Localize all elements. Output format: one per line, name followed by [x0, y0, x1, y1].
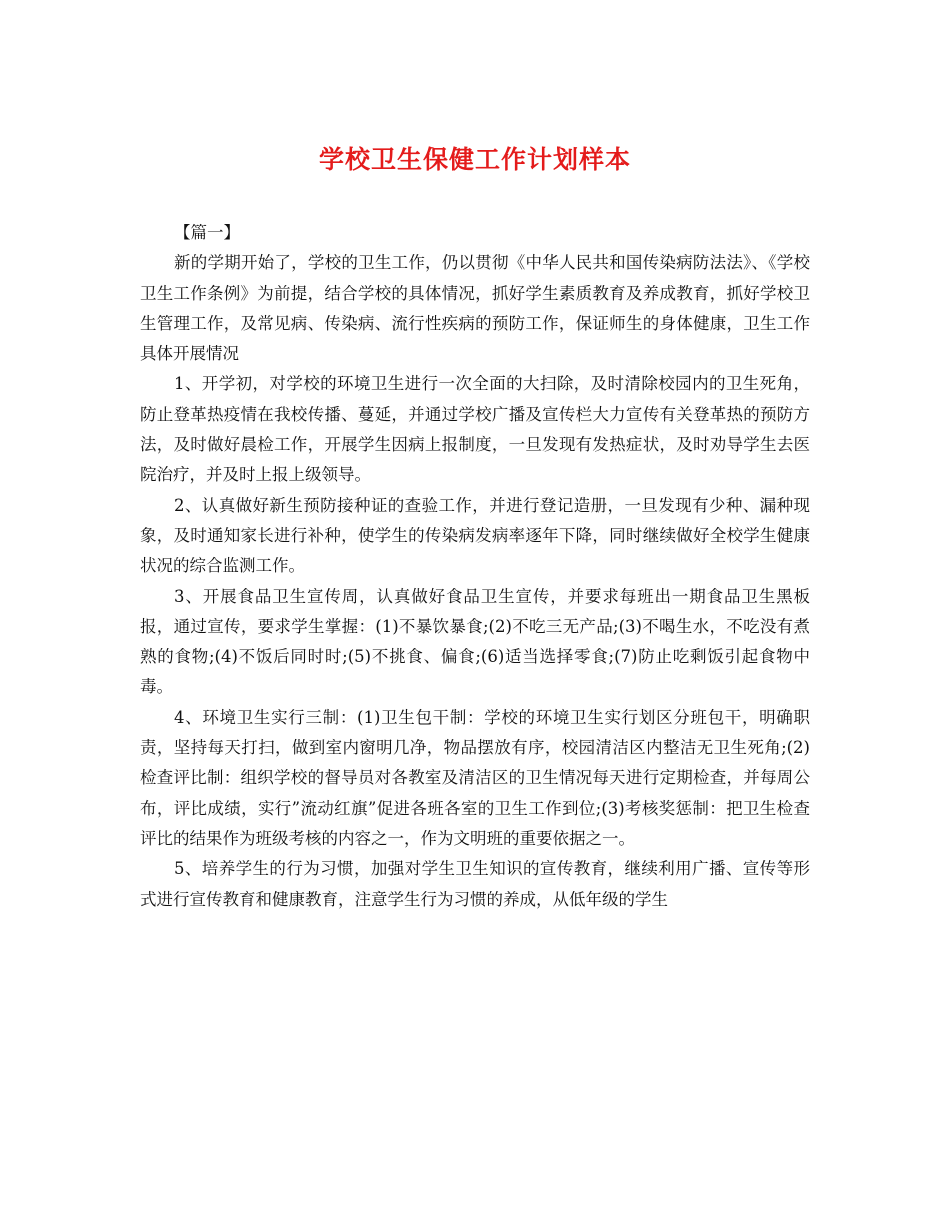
- section-heading: 【篇一】: [174, 223, 240, 242]
- paragraph-item-5: 5、培养学生的行为习惯，加强对学生卫生知识的宣传教育，继续利用广播、宣传等形式进行宣传教育和健康教育，注意学生行为习惯的养成，从低年级的学生: [140, 859, 810, 909]
- paragraph-item-2: 2、认真做好新生预防接种证的查验工作，并进行登记造册，一旦发现有少种、漏种现象，及时通知家长进行补种，使学生的传染病发病率逐年下降，同时继续做好全校学生健康状况的综合监测工作。: [140, 495, 810, 576]
- paragraph-item-3: 3、开展食品卫生宣传周，认真做好食品卫生宣传，并要求每班出一期食品卫生黑板报，通过宣传，要求学生掌握：(1)不暴饮暴食;(2)不吃三无产品;(3)不喝生水，不吃没有煮熟的食物;(4)不饭后同时时;(5)不挑食、偏食;(6)适当选择零食;(7)防止吃剩饭引起食物中毒。: [140, 586, 810, 697]
- document-title: 学校卫生保健工作计划样本: [318, 145, 631, 174]
- paragraph-intro: 新的学期开始了，学校的卫生工作，仍以贯彻《中华人民共和国传染病防法法》、《学校卫生工作条例》为前提，结合学校的具体情况，抓好学生素质教育及养成教育，抓好学校卫生管理工作，及常见病、传染病、流行性疾病的预防工作，保证师生的身体健康，卫生工作具体开展情况: [140, 253, 810, 364]
- paragraph-item-4: 4、环境卫生实行三制：(1)卫生包干制：学校的环境卫生实行划区分班包干，明确职责，坚持每天打扫，做到室内窗明几净，物品摆放有序，校园清洁区内整洁无卫生死角;(2)检查评比制：组织学校的督导员对各教室及清洁区的卫生情况每天进行定期检查，并每周公布，评比成绩，实行”流动红旗”促进各班各室的卫生工作到位;(3)考核奖惩制：把卫生检查评比的结果作为班级考核的内容之一，作为文明班的重要依据之一。: [140, 707, 810, 848]
- paragraph-item-1: 1、开学初，对学校的环境卫生进行一次全面的大扫除，及时清除校园内的卫生死角，防止登革热疫情在我校传播、蔓延，并通过学校广播及宣传栏大力宣传有关登革热的预防方法，及时做好晨检工作，开展学生因病上报制度，一旦发现有发热症状，及时劝导学生去医院治疗，并及时上报上级领导。: [140, 374, 810, 485]
- document-body: [140, 218, 810, 915]
